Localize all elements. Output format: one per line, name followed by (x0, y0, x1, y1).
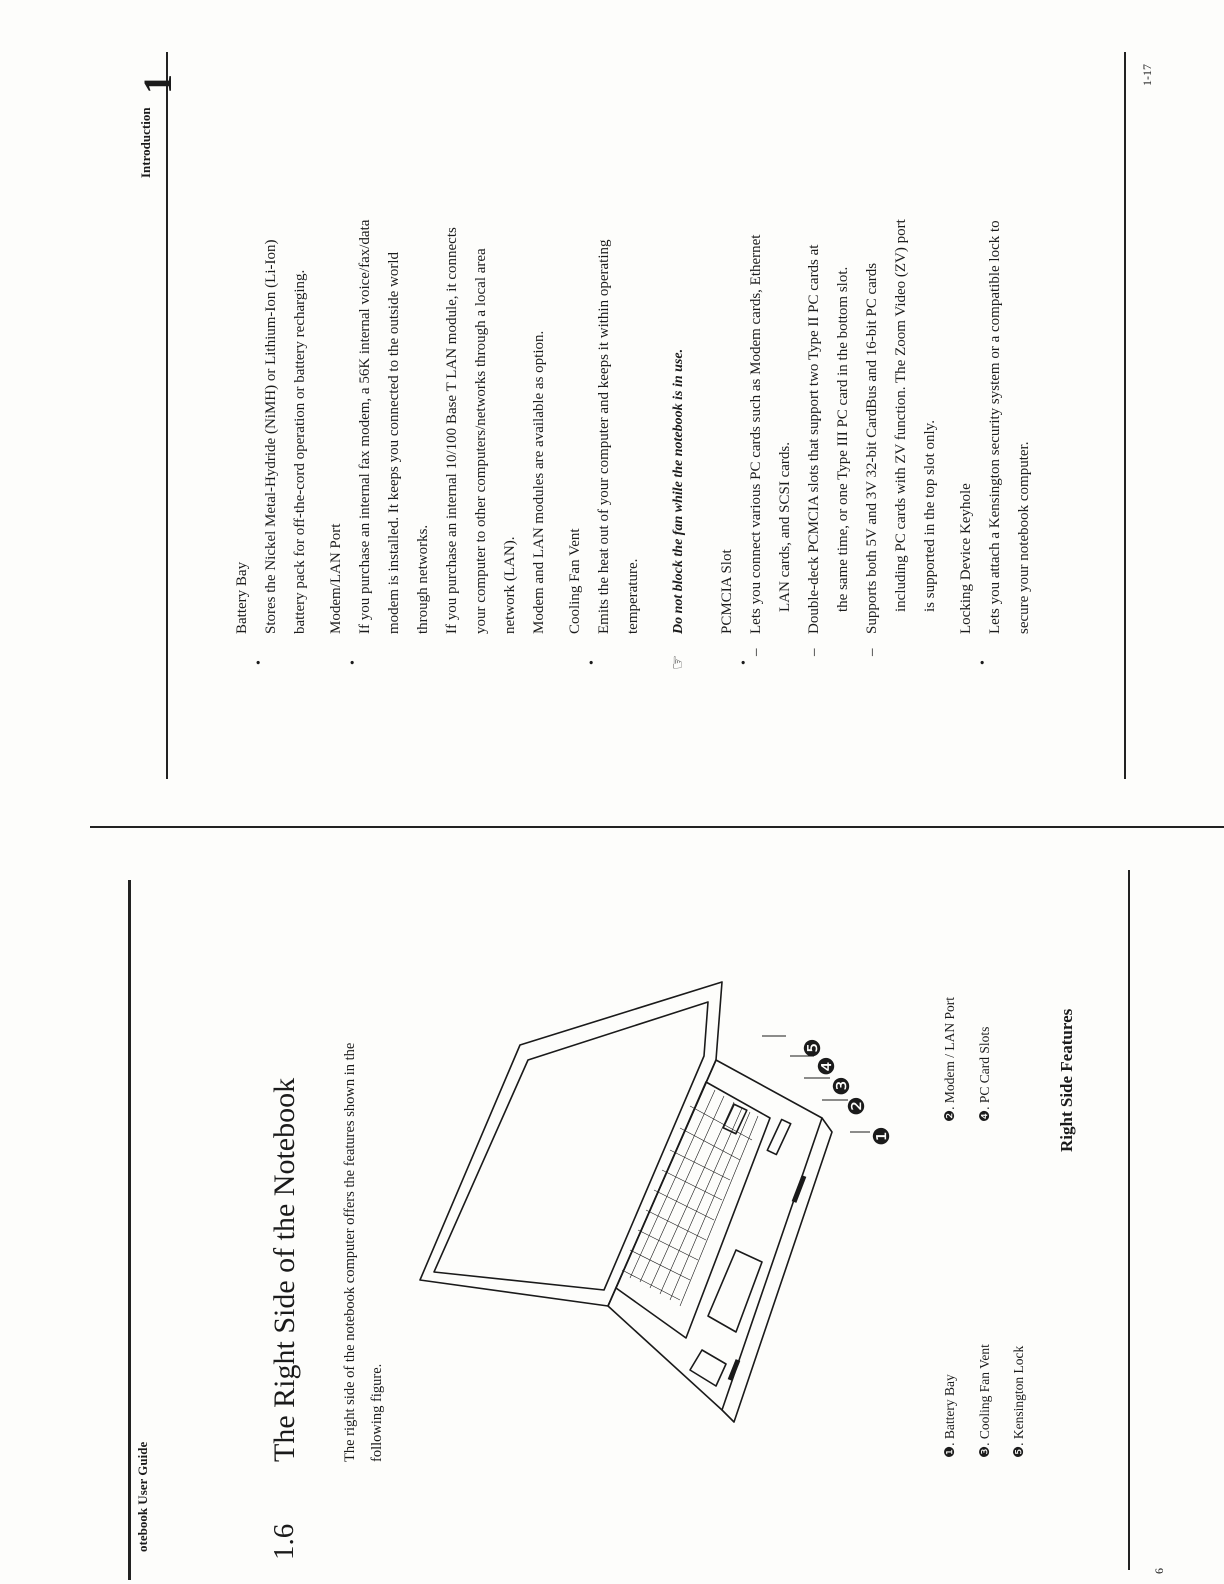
modem-lan-line-1: If you purchase an internal fax modem, a 56K internal voice/fax/data (357, 219, 373, 634)
fan-warning-note: Do not block the fan while the notebook is in use. (671, 348, 686, 634)
modem-lan-line-2: modem is installed. It keeps you connected to the outside world (386, 251, 402, 634)
callout-5: ❺ (800, 1038, 825, 1058)
notebook-illustration (390, 870, 910, 1430)
right-page-bottom-rule (1124, 52, 1126, 779)
pcmcia-item-2-line-2: the same time, or one Type III PC card in the bottom slot. (835, 266, 851, 612)
bullet: • (585, 660, 600, 665)
bullet: • (976, 660, 991, 665)
lock-line-1: Lets you attach a Kensington security system or a compatible lock to (987, 220, 1003, 634)
intro-line-2: following figure. (369, 1363, 385, 1462)
left-page-top-rule (128, 880, 131, 1580)
modem-lan-line-4: If you purchase an internal 10/100 Base T LAN module, it connects (444, 227, 460, 634)
cooling-fan-line-2: temperature. (625, 558, 641, 634)
left-page-bottom-rule (1128, 870, 1130, 1570)
legend-num: ❺ (1011, 1445, 1026, 1458)
cooling-fan-title: Cooling Fan Vent (567, 528, 583, 634)
legend-label: . Cooling Fan Vent (977, 1344, 992, 1446)
chapter-label: Introduction (138, 107, 153, 178)
section-title: The Right Side of the Notebook (268, 1077, 301, 1462)
pcmcia-item-2-line-1: Double-deck PCMCIA slots that support two Type II PC cards at (806, 244, 822, 634)
chapter-number: 1 (135, 74, 180, 94)
left-page-number: 6 (1152, 1568, 1166, 1574)
legend-item-battery-bay (942, 1374, 958, 1458)
pcmcia-item-1-line-1: Lets you connect various PC cards such as Modem cards, Ethernet (748, 234, 764, 634)
right-page-number: 1-17 (1140, 64, 1154, 86)
legend-item-modem-lan (942, 997, 958, 1122)
battery-bay-line-2: battery pack for off-the-cord operation or battery recharging. (292, 269, 308, 634)
modem-lan-line-3: through networks. (415, 524, 431, 634)
dash: – (864, 648, 880, 656)
legend-num: ❶ (942, 1445, 957, 1458)
bullet: • (252, 660, 267, 665)
dash: – (806, 648, 822, 656)
legend-item-cooling-fan (977, 1344, 993, 1458)
intro-line-1: The right side of the notebook computer offers the features shown in the (342, 1042, 358, 1462)
legend-label: . Modem / LAN Port (942, 997, 957, 1110)
bullet: • (737, 660, 752, 665)
legend-label: . PC Card Slots (977, 1026, 992, 1110)
callout-4: ❹ (814, 1056, 839, 1076)
callout-2: ❷ (844, 1096, 869, 1116)
modem-lan-line-7: Modem and LAN modules are available as option. (531, 330, 547, 634)
modem-lan-line-6: network (LAN). (502, 536, 518, 634)
section-number: 1.6 (268, 1523, 300, 1560)
pcmcia-item-3-line-1: Supports both 5V and 3V 32-bit CardBus and 16-bit PC cards (864, 262, 880, 634)
battery-bay-line-1: Stores the Nickel Metal-Hydride (NiMH) or Lithium-Ion (Li-Ion) (263, 239, 279, 634)
legend-label: . Kensington Lock (1011, 1345, 1026, 1446)
legend-item-pc-card (977, 1027, 993, 1122)
legend-label: . Battery Bay (942, 1374, 957, 1446)
touchpad (708, 1250, 762, 1332)
lcd-lid (420, 982, 722, 1306)
cooling-fan-line-1: Emits the heat out of your computer and keeps it within operating (596, 239, 612, 634)
figure-caption: Right Side Features (1057, 1008, 1076, 1152)
lock-title: Locking Device Keyhole (958, 483, 974, 634)
modem-lan-title: Modem/LAN Port (328, 523, 344, 634)
bullet: • (346, 660, 361, 665)
dash: – (748, 648, 764, 656)
pcmcia-item-3-line-2: including PC cards with ZV function. The Zoom Video (ZV) port (893, 219, 909, 612)
keyboard (616, 1082, 770, 1338)
legend-item-kensington (1011, 1346, 1027, 1458)
lock-line-2: secure your notebook computer. (1016, 441, 1032, 634)
pcmcia-item-3-line-3: is supported in the top slot only. (922, 420, 938, 612)
page-divider (90, 826, 1224, 828)
legend-num: ❹ (977, 1109, 992, 1122)
legend-num: ❸ (977, 1445, 992, 1458)
note-hand-icon: ☞ (668, 654, 687, 670)
left-running-header: otebook User Guide (135, 1441, 150, 1552)
modem-lan-line-5: your computer to other computers/networks through a local area (473, 248, 489, 634)
pcmcia-title: PCMCIA Slot (719, 549, 735, 634)
pcmcia-item-1-line-2: LAN cards, and SCSI cards. (777, 442, 793, 612)
callout-3: ❸ (829, 1076, 854, 1096)
legend-num: ❷ (942, 1109, 957, 1122)
right-page-top-rule (166, 52, 168, 779)
battery-bay-title: Battery Bay (234, 561, 250, 634)
callout-1: ❶ (869, 1126, 894, 1146)
